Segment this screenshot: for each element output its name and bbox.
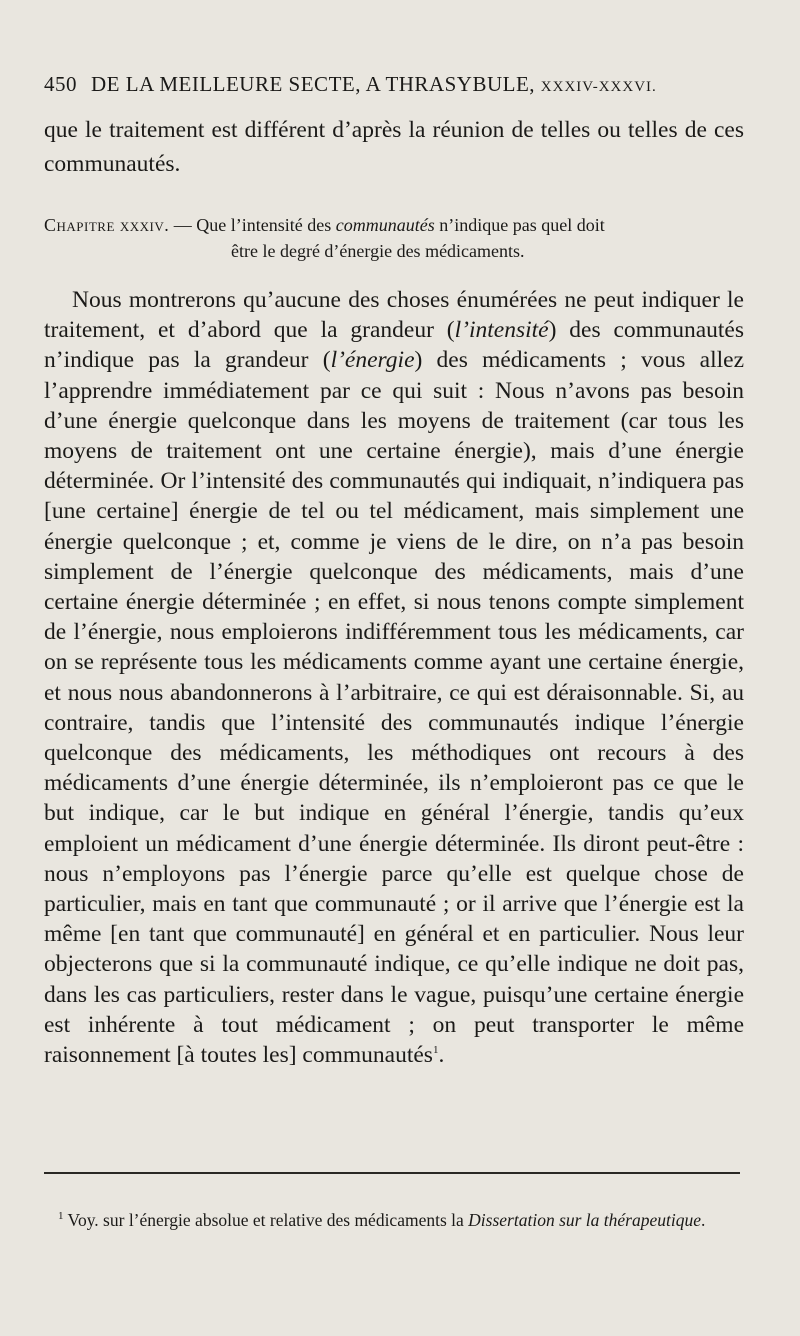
chapter-title-italic: communautés bbox=[335, 215, 435, 235]
footnote-italic: Dissertation sur la thérapeutique bbox=[468, 1210, 701, 1230]
chapter-heading bbox=[44, 212, 744, 264]
footnote-marker: 1 bbox=[58, 1210, 64, 1223]
footnote-reference[interactable]: 1 bbox=[432, 1044, 439, 1057]
chapter-title-line2: être le degré d’énergie des médicaments. bbox=[231, 241, 525, 261]
body-text-1: Nous montrerons qu’aucune des choses énumérées ne peut indiquer le traitement, et d’abord que la grandeur ( bbox=[44, 287, 744, 344]
body-text-end: . bbox=[438, 1042, 445, 1069]
continuation-text: que le traitement est différent d’après la réunion de telles ou telles de ces communautés. bbox=[44, 117, 744, 177]
footnote bbox=[44, 1206, 744, 1234]
running-header bbox=[44, 72, 744, 97]
body-italic-2: l’énergie bbox=[330, 347, 415, 374]
page-number: 450 bbox=[44, 72, 77, 96]
chapter-range: XXXIV-XXXVI. bbox=[540, 79, 657, 95]
footnote-divider bbox=[44, 1172, 740, 1174]
footnote-end: . bbox=[701, 1210, 706, 1230]
chapter-title-end: n’indique pas quel doit bbox=[434, 215, 605, 235]
main-paragraph bbox=[44, 285, 744, 1070]
body-text-3: ) des médicaments ; vous allez l’apprendre immédiatement par ce qui suit : Nous n’avons pas besoin d’une énergie quelconque dans les moyens de traitement (car tous les moyens de traitement ont une certaine énergie), mais d’une énergie déterminée. Or l’intensité des communautés qui indiquait, n’indiquera pas [une certaine] énergie de tel ou tel médicament, mais simplement une énergie quelconque ; et, comme je viens de le dire, on n’a pas besoin simplement de l’énergie quelconque des médicaments, mais d’une certaine énergie déterminée ; en effet, si nous tenons compte simplement de l’énergie, nous emploierons indifféremment tous les médicaments, car on se représente tous les médicaments comme ayant une certaine énergie, et nous nous abandonnerons à l’arbitraire, ce qui est déraisonnable. Si, au contraire, tandis que l’intensité des communautés indique l’énergie quelconque des médicaments, les méthodiques ont recours à des médicaments d’une énergie déterminée, ils n’emploieront pas ce que le but indique, car le but indique en général l’énergie, tandis qu’eux emploient un médicament d’une énergie déterminée. Ils diront peut-être : nous n’employons pas l’énergie parce qu’elle est quelque chose de particulier, mais en tant que communauté ; or il arrive que l’énergie est la même [en tant que communauté] en général et en particulier. Nous leur objecterons que si la communauté indique, ce qu’elle indique ne doit pas, dans les cas particuliers, rester dans le vague, puisqu’une certaine énergie est inhérente à tout médicament ; on peut transporter le même raisonnement [à toutes les] communautés bbox=[44, 347, 745, 1069]
body-italic-1: l’intensité bbox=[454, 317, 549, 344]
footnote-text: Voy. sur l’énergie absolue et relative des médicaments la bbox=[63, 1210, 469, 1230]
body-text-2: ) des communautés n’indique pas la grandeur ( bbox=[44, 317, 744, 374]
running-title: DE LA MEILLEURE SECTE, A THRASYBULE, bbox=[91, 72, 536, 96]
chapter-dash: — bbox=[169, 215, 197, 235]
chapter-title-start: Que l’intensité des bbox=[196, 215, 336, 235]
chapter-label: Chapitre xxxiv. bbox=[44, 215, 170, 235]
